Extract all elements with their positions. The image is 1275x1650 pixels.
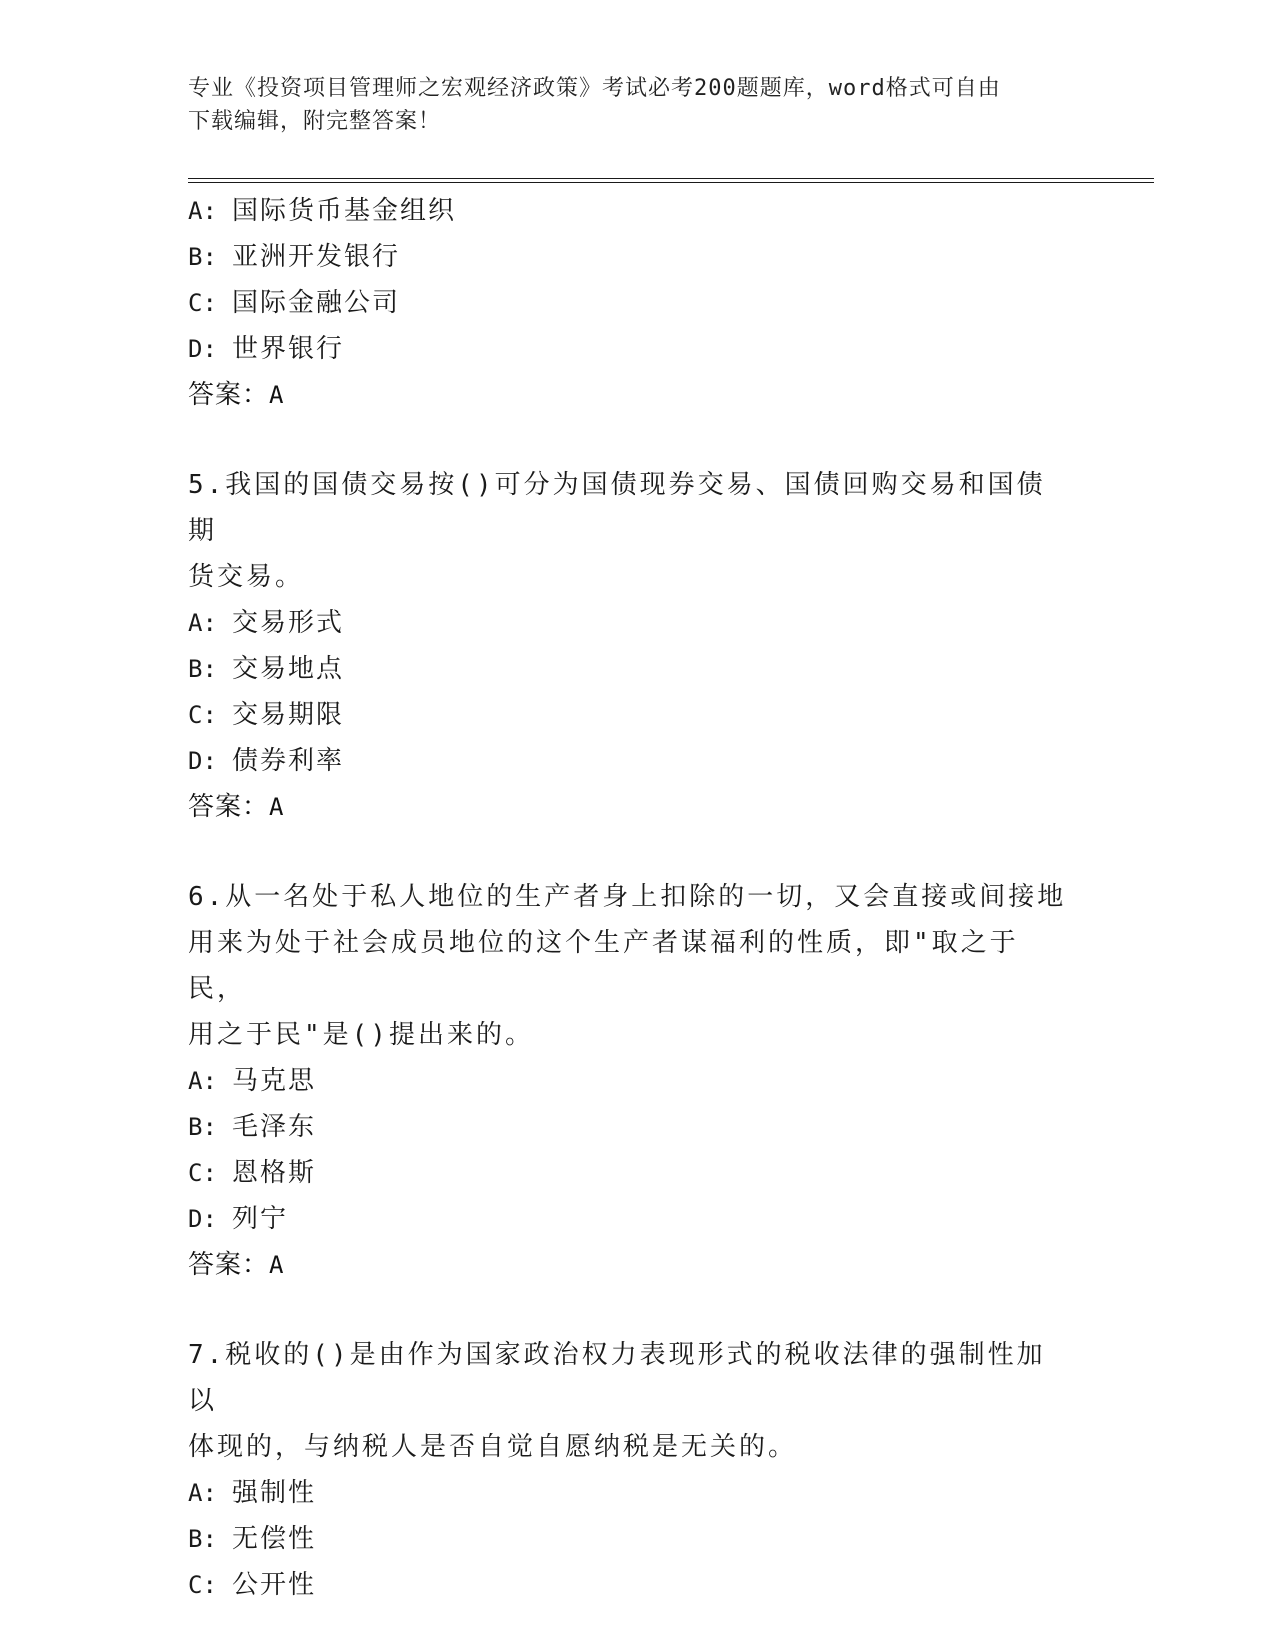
option-a <box>188 1470 1088 1516</box>
option-b <box>188 1516 1088 1562</box>
answer-line <box>188 1242 1088 1288</box>
option-letter: B: <box>188 655 217 683</box>
answer-label: 答案： <box>188 1250 270 1280</box>
option-text: 列宁 <box>232 1204 289 1234</box>
document-header <box>188 72 1088 138</box>
option-d <box>188 738 1088 784</box>
answer-line <box>188 784 1088 830</box>
option-letter: A: <box>188 609 217 637</box>
option-letter: B: <box>188 1525 217 1553</box>
option-c <box>188 1150 1088 1196</box>
option-b <box>188 234 1088 280</box>
question-line: 6.从一名处于私人地位的生产者身上扣除的一切，又会直接或间接地 <box>188 882 1067 912</box>
question-line: 货交易。 <box>188 562 305 592</box>
answer-label: 答案： <box>188 380 270 410</box>
option-a <box>188 188 1088 234</box>
option-a <box>188 1058 1088 1104</box>
option-text: 亚洲开发银行 <box>232 242 401 272</box>
header-line-2: 下载编辑，附完整答案！ <box>188 109 442 134</box>
option-text: 无偿性 <box>232 1524 317 1554</box>
option-letter: C: <box>188 701 217 729</box>
option-text: 马克思 <box>232 1066 317 1096</box>
question-7 <box>188 1332 1088 1608</box>
option-text: 公开性 <box>232 1570 317 1600</box>
option-d <box>188 326 1088 372</box>
option-text: 国际货币基金组织 <box>232 196 457 226</box>
option-a <box>188 600 1088 646</box>
option-letter: A: <box>188 1479 217 1507</box>
option-text: 恩格斯 <box>232 1158 317 1188</box>
question-6 <box>188 874 1088 1288</box>
option-letter: B: <box>188 1113 217 1141</box>
option-letter: C: <box>188 1159 217 1187</box>
question-text <box>188 462 1068 600</box>
option-text: 交易期限 <box>232 700 345 730</box>
option-letter: A: <box>188 197 217 225</box>
option-text: 交易形式 <box>232 608 345 638</box>
header-divider-bottom <box>188 182 1154 183</box>
answer-value: A <box>269 381 285 409</box>
option-letter: D: <box>188 747 217 775</box>
question-4-tail <box>188 188 1088 418</box>
option-letter: D: <box>188 335 217 363</box>
option-text: 世界银行 <box>232 334 345 364</box>
option-c <box>188 1562 1088 1608</box>
answer-value: A <box>269 1251 285 1279</box>
question-line: 用来为处于社会成员地位的这个生产者谋福利的性质，即"取之于民， <box>188 928 1019 1004</box>
header-line-1: 专业《投资项目管理师之宏观经济政策》考试必考200题题库，word格式可自由 <box>188 76 1001 101</box>
option-c <box>188 280 1088 326</box>
answer-line <box>188 372 1088 418</box>
question-text <box>188 874 1068 1058</box>
option-d <box>188 1196 1088 1242</box>
option-letter: B: <box>188 243 217 271</box>
answer-value: A <box>269 793 285 821</box>
header-divider-top <box>188 178 1154 179</box>
option-letter: A: <box>188 1067 217 1095</box>
option-text: 交易地点 <box>232 654 345 684</box>
option-text: 毛泽东 <box>232 1112 317 1142</box>
option-c <box>188 692 1088 738</box>
option-letter: D: <box>188 1205 217 1233</box>
questions-content <box>188 188 1088 1608</box>
option-b <box>188 646 1088 692</box>
option-text: 国际金融公司 <box>232 288 401 318</box>
option-letter: C: <box>188 1571 217 1599</box>
question-line: 5.我国的国债交易按()可分为国债现券交易、国债回购交易和国债期 <box>188 470 1046 546</box>
question-5 <box>188 462 1088 830</box>
question-text <box>188 1332 1068 1470</box>
option-letter: C: <box>188 289 217 317</box>
question-line: 7.税收的()是由作为国家政治权力表现形式的税收法律的强制性加以 <box>188 1340 1046 1416</box>
answer-label: 答案： <box>188 792 270 822</box>
question-line: 体现的，与纳税人是否自觉自愿纳税是无关的。 <box>188 1432 798 1462</box>
option-text: 强制性 <box>232 1478 317 1508</box>
question-line: 用之于民"是()提出来的。 <box>188 1020 534 1050</box>
option-text: 债券利率 <box>232 746 345 776</box>
option-b <box>188 1104 1088 1150</box>
